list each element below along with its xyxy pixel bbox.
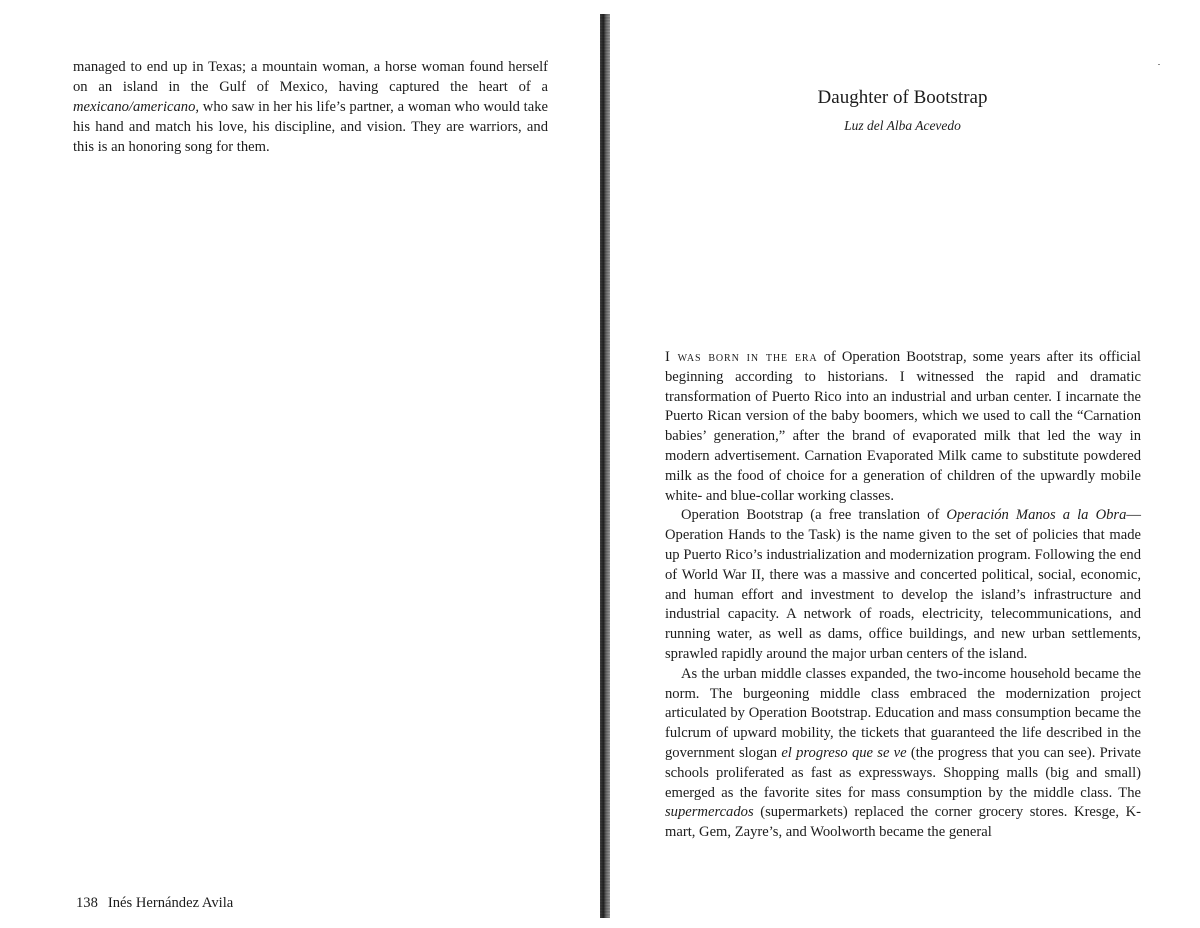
paragraph-2-italic: Operación Manos a la Obra [946,507,1127,524]
paragraph-1-text: of Operation Bootstrap, some years after its official beginning according to historians. I witnessed the rapid and dramatic transformation of Puerto Rico into an industrial and urban center. I incarnate the Puerto Rican version of the baby boomers, which we used to call the “Carnation babies’ generation,” after the brand of evaporated milk that led the way in modern advertisement. Carnation Evaporated Milk came to substitute powdered milk as the food of choice for a generation of children of the upwardly mobile white- and blue-collar working classes. [665,349,1141,504]
left-paragraph-text-2: who saw in her his life’s partner, a woman who would take his hand and match his love, his discipline, and vision. They are warriors, and this is an honoring song for them. [73,99,548,155]
left-paragraph-text-1: managed to end up in Texas; a mountain woman, a horse woman found herself on an island in the Gulf of Mexico, having captured the heart of a [73,59,548,95]
paragraph-3-text-3: (supermarkets) replaced the corner grocery stores. Kresge, K-mart, Gem, Zayre’s, and Woolworth became the general [665,804,1141,841]
body-paragraph-1 [665,348,1141,506]
paragraph-3-italic-2: supermercados [665,804,754,821]
chapter-title: Daughter of Bootstrap [817,87,988,108]
left-page-paragraph [73,57,548,157]
left-page-footer [76,894,233,912]
paragraph-2-text-2: —Operation Hands to the Task) is the name given to the set of policies that made up Puerto Rico’s industrialization and modernization program. Following the end of World War II, there was a massive and concerted political, social, economic, and human effort and investment to develop the island’s infrastructure and industrial capacity. A network of roads, electricity, telecommunications, and running water, as well as dams, office buildings, and new urban settlements, sprawled rapidly around the major urban centers of the island. [665,507,1141,662]
left-paragraph-italic: mexicano/americano, [73,99,200,115]
paragraph-3-italic-1: el progreso que se ve [781,744,907,761]
right-page [610,0,1200,928]
paragraph-3-text-2: (the progress that you can see). Private schools proliferated as fast as expressways. Shopping malls (big and small) emerged as the favorite sites for mass consumption by the middle class. The [665,744,1142,801]
body-paragraph-2 [665,506,1141,664]
body-paragraph-3 [665,665,1141,843]
paragraph-2-text-1: Operation Bootstrap (a free translation of [681,507,947,524]
book-spine [600,14,610,918]
running-head: Inés Hernández Avila [107,895,234,911]
paragraph-3-text-1: As the urban middle classes expanded, the two-income household became the norm. The burgeoning middle class embraced the modernization project articulated by Operation Bootstrap. Education and mass consumption became the fulcrum of upward mobility, the tickets that guaranteed the life described in the government slogan [665,665,1141,761]
scan-speck [1158,64,1160,65]
page-number: 138 [76,895,98,911]
chapter-author: Luz del Alba Acevedo [844,118,961,133]
opening-smallcaps: I was born in the era [665,349,818,365]
chapter-body [665,348,1141,843]
